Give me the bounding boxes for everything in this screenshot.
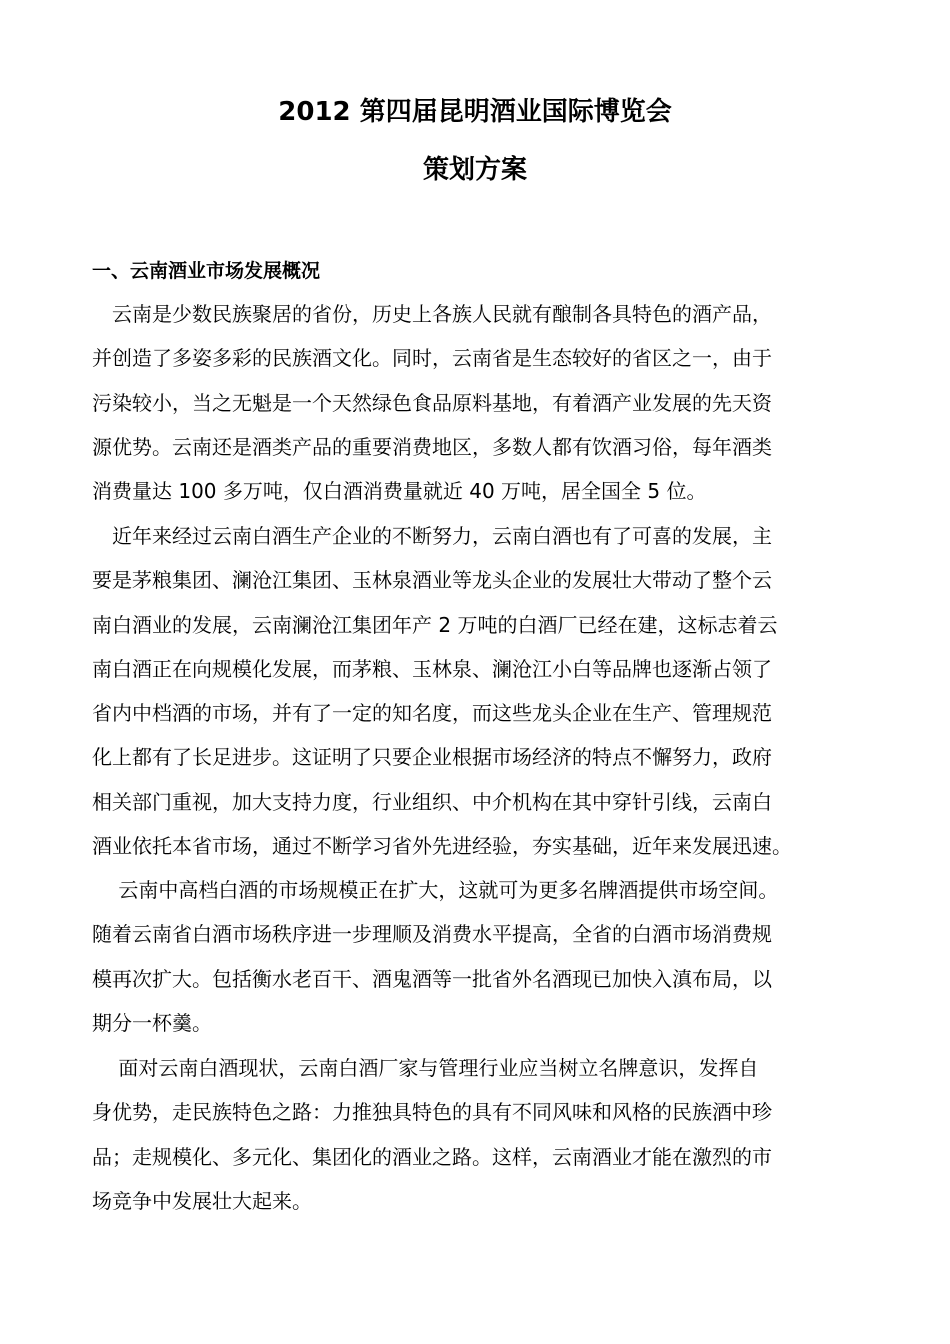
paragraph-line: 化上都有了长足进步。这证明了只要企业根据市场经济的特点不懈努力，政府 — [92, 745, 772, 770]
paragraph-line: 品；走规模化、多元化、集团化的酒业之路。这样，云南酒业才能在激烈的市 — [92, 1144, 772, 1169]
paragraph-line: 南白酒正在向规模化发展，而茅粮、玉林泉、澜沧江小白等品牌也逐渐占领了 — [92, 656, 772, 681]
paragraph-3 — [92, 868, 862, 1045]
paragraph-line: 并创造了多姿多彩的民族酒文化。同时，云南省是生态较好的省区之一，由于 — [92, 346, 772, 371]
paragraph-line: 南白酒业的发展，云南澜沧江集团年产 2 万吨的白酒厂已经在建，这标志着云 — [92, 612, 778, 637]
paragraph-line: 源优势。云南还是酒类产品的重要消费地区，多数人都有饮酒习俗，每年酒类 — [92, 434, 772, 459]
paragraph-line: 相关部门重视，加大支持力度，行业组织、中介机构在其中穿针引线，云南白 — [92, 789, 772, 814]
section-heading: 一、云南酒业市场发展概况 — [92, 260, 321, 282]
paragraph-2 — [92, 514, 862, 868]
paragraph-line: 要是茅粮集团、澜沧江集团、玉林泉酒业等龙头企业的发展壮大带动了整个云 — [92, 568, 772, 593]
paragraph-line: 面对云南白酒现状，云南白酒厂家与管理行业应当树立名牌意识，发挥自 — [92, 1056, 759, 1080]
paragraph-line: 云南中高档白酒的市场规模正在扩大，这就可为更多名牌酒提供市场空间。 — [92, 878, 779, 902]
paragraph-1 — [92, 292, 862, 513]
paragraph-line: 酒业依托本省市场，通过不断学习省外先进经验，夯实基础，近年来发展迅速。 — [92, 834, 792, 859]
paragraph-line: 场竞争中发展壮大起来。 — [92, 1188, 312, 1213]
document-title: 2012 第四届昆明酒业国际博览会 — [278, 97, 672, 127]
paragraph-line: 期分一杯羹。 — [92, 1010, 212, 1035]
document-subtitle: 策划方案 — [422, 155, 527, 185]
paragraph-line: 近年来经过云南白酒生产企业的不断努力，云南白酒也有了可喜的发展，主 — [92, 524, 772, 548]
paragraph-line: 云南是少数民族聚居的省份，历史上各族人民就有酿制各具特色的酒产品， — [92, 302, 772, 326]
paragraph-line: 消费量达 100 多万吨，仅白酒消费量就近 40 万吨，居全国全 5 位。 — [92, 479, 707, 504]
paragraph-4 — [92, 1046, 862, 1223]
paragraph-line: 省内中档酒的市场，并有了一定的知名度，而这些龙头企业在生产、管理规范 — [92, 701, 772, 726]
paragraph-line: 污染较小，当之无魁是一个天然绿色食品原料基地，有着酒产业发展的先天资 — [92, 390, 772, 415]
paragraph-line: 随着云南省白酒市场秩序进一步理顺及消费水平提高，全省的白酒市场消费规 — [92, 922, 772, 947]
paragraph-line: 身优势，走民族特色之路：力推独具特色的具有不同风味和风格的民族酒中珍 — [92, 1100, 772, 1125]
paragraph-line: 模再次扩大。包括衡水老百干、酒鬼酒等一批省外名酒现已加快入滇布局，以 — [92, 966, 772, 991]
